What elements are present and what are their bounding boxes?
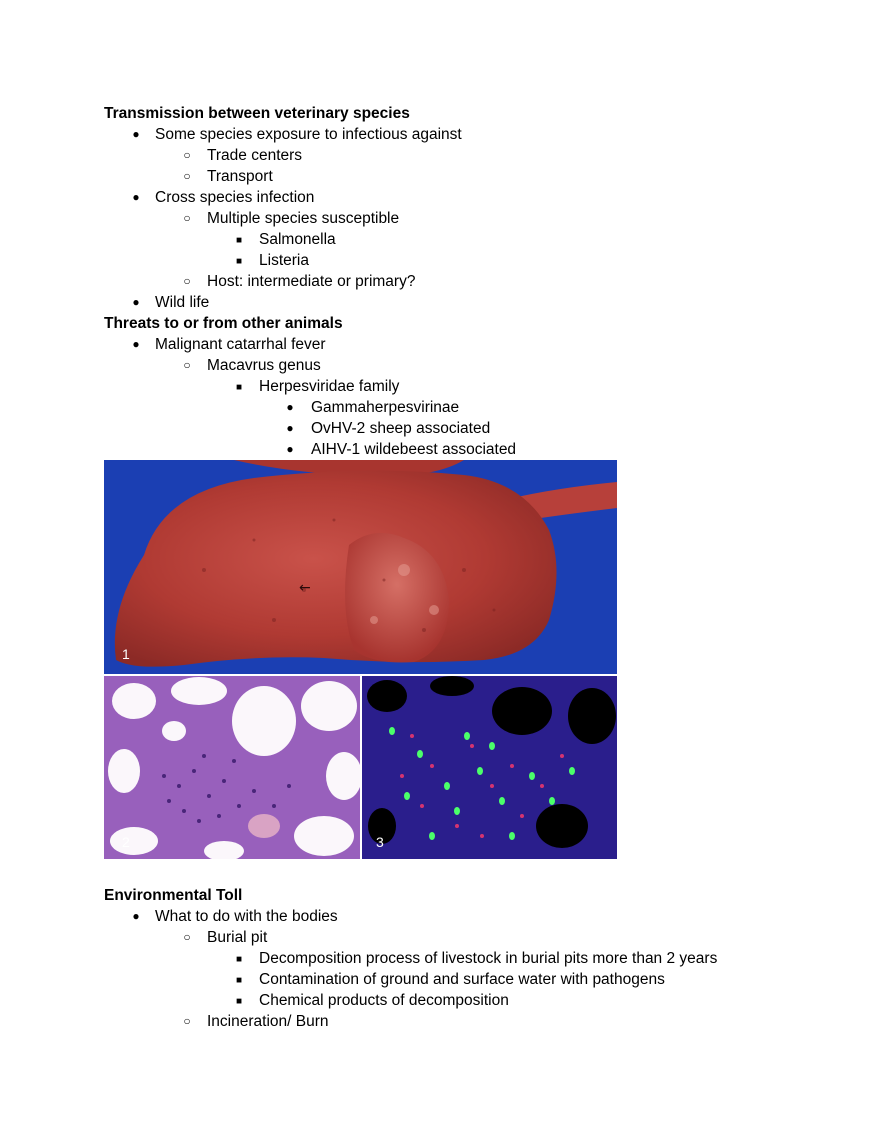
list-item-text: AIHV-1 wildebeest associated [311,441,517,458]
disc-bullet-icon [129,292,143,313]
list-item-text: Cross species infection [155,189,315,206]
list-item-text: Chemical products of decomposition [259,992,509,1009]
list-item-text: Malignant catarrhal fever [155,336,326,353]
list-item-text: Multiple species susceptible [207,210,400,227]
pathology-figure [104,460,617,859]
list-item-text: Herpesviridae family [259,378,400,395]
circle-bullet-icon [180,166,194,187]
panel-label: 1 [122,646,130,662]
square-bullet-icon [232,969,246,991]
list-item-text: Trade centers [207,147,303,164]
circle-bullet-icon [180,208,194,229]
list-item-text: Host: intermediate or primary? [207,273,416,290]
disc-bullet-icon [129,124,143,145]
panel-label: 3 [376,834,384,850]
section-heading: Environmental Toll [104,887,243,904]
section-heading: Transmission between veterinary species [104,105,410,122]
panel-label: 2 [122,834,130,850]
list-item-text: Transport [207,168,273,185]
list-item-text: Macavrus genus [207,357,321,374]
circle-bullet-icon [180,1011,194,1032]
circle-bullet-icon [180,271,194,292]
gross-lung-image [104,460,617,674]
disc-bullet-icon [283,439,297,460]
square-bullet-icon [232,990,246,1012]
figure-panel-fluorescence [362,676,617,859]
disc-bullet-icon [283,418,297,439]
circle-bullet-icon [180,355,194,376]
figure-panel-histology [104,676,360,859]
square-bullet-icon [232,948,246,970]
disc-bullet-icon [129,906,143,927]
list-item-text: Incineration/ Burn [207,1013,329,1030]
arrow-icon: ← [299,580,311,596]
list-item-text: Gammaherpesvirinae [311,399,460,416]
histology-image [104,676,360,859]
square-bullet-icon [232,376,246,398]
list-item-text: Burial pit [207,929,268,946]
disc-bullet-icon [129,334,143,355]
circle-bullet-icon [180,145,194,166]
square-bullet-icon [232,250,246,272]
circle-bullet-icon [180,927,194,948]
list-item-text: What to do with the bodies [155,908,338,925]
disc-bullet-icon [129,187,143,208]
list-item-text: Listeria [259,252,309,269]
fluorescence-image [362,676,617,859]
section-heading: Threats to or from other animals [104,315,343,332]
disc-bullet-icon [283,397,297,418]
square-bullet-icon [232,229,246,251]
list-item-text: Salmonella [259,231,336,248]
list-item-text: OvHV-2 sheep associated [311,420,491,437]
figure-panel-gross-lung [104,460,617,674]
list-item-text: Decomposition process of livestock in burial pits more than 2 years [259,950,718,967]
list-item-text: Contamination of ground and surface water with pathogens [259,971,665,988]
list-item-text: Wild life [155,294,210,311]
list-item-text: Some species exposure to infectious against [155,126,462,143]
